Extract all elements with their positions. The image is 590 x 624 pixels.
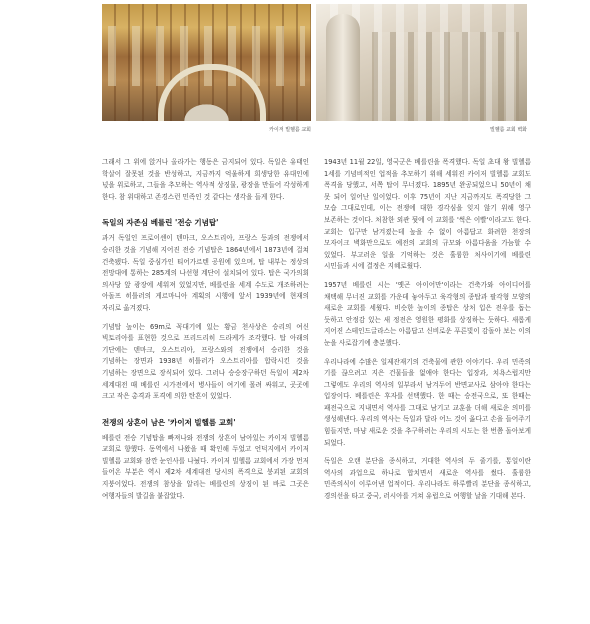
paragraph: 그래서 그 위에 앉거나 올라가는 행동은 금지되어 있다. 독일은 유태인 학살이 잘못된 것을 반성하고, 지금까지 억울하게 희생당한 유대인에 넋을 위로하고, 그들을 추모하는 역사적 상징물, 광장을 만들어 각성하게 한다. 참 위대하고 존경스런 민족인 것 같다는 생각을 들게 한다. xyxy=(102,158,309,201)
left-text-column xyxy=(102,157,309,509)
paragraph: 1943년 11월 22일, 영국군은 베를린을 폭격했다. 독일 초대 왕 빌헬름 1세를 기념비적인 업적을 추모하기 위해 세워진 카이저 빌헬름 교회도 폭격을 당했고, 서쪽 탑이 무너졌다. 1895년 완공되었으니 50년이 채 못 되어 일어난 일이었다. 이후 75년이 지난 지금까지도 폭격당한 그 모습 그대로인데, 이는 전쟁에 대한 경각심을 잊지 않기 위해 영구 보존하는 것이다. 처참한 외관 뒷에 이 교회를 '썩은 이빨'이라고도 한다. 교회는 입구만 남겨졌는데 높을 수 없이 아름답고 화려한 천장의 모자이크 벽화만으로도 예전의 교회의 규모와 아름다움을 가늠할 수 있었다. 부고러운 일을 기억하는 것은 훌륭한 처사이기에 베를린 시민들과 시에 결정은 지혜로웠다. xyxy=(324,158,531,271)
section-heading-kaiser-wilhelm-church: 전쟁의 상흔이 남은 '카이저 빌헬름 교회' xyxy=(102,417,236,427)
paragraph: 과거 독일인 프로이센이 덴마크, 오스트리아, 프랑스 등과의 전쟁에서 승리한 것을 기념해 지어진 전승 기념탑은 1864년에서 1873년에 걸쳐 건축됐다. 독일 중심가인 티어가르텐 공원에 있으며, 탑 내부는 정상의 전망대에 통하는 285계의 나선형 계단이 설치되어 있다. 탑은 국가의회 의사당 앞 광장에 세워져 있었지만, 베를린을 세계 수도로 개조하려는 아돌프 히틀러의 게르마니아 계획의 시행에 앞서 1939년에 현재의 자리로 옮겨졌다. xyxy=(102,234,309,312)
wilhelm-church-relief-photo xyxy=(316,4,527,121)
relief-figures xyxy=(372,32,519,121)
section-heading-victory-column: 독일의 자존심 베를린 '전승 기념탑' xyxy=(102,218,219,228)
paragraph: 기념탑 높이는 69m로 꼭대기에 있는 황금 천사상은 승리의 여신 빅토리아를 표현한 것으로 프리드리히 드라케가 조각했다. 탑 아래의 기단에는 덴마크, 오스트리아, 프랑스와의 전쟁에서 승리한 것을 기념하는 장면과 1938년 히틀러가 오스트리아를 합락시킨 것을 기념하는 장면으로 장식되어 있다. 그러나 승승장구하던 독일이 제2차 세계대전 때 베를린 시가전에서 병사들이 여기에 몰려 싸워고, 곳곳에 크고 작은 총격과 포격에 의한 탄흔이 있었다. xyxy=(102,322,309,401)
paragraph: 베를린 전승 기념탑을 빠져나와 전쟁의 상흔이 남아있는 카이저 빌헬름 교회로 향했다. 동역에서 나왔을 때 확인해 두었고 언덕지에서 카이저 빌헬름 교회와 잠깐 눈인사를 나눴다. 카이저 빌헬름 교회에서 가장 먼저 들어온 부분은 역시 제2차 세계대전 당시의 폭격으로 붕괴된 교회의 지붕이었다. 전쟁의 참상을 알리는 베를린의 상징이 된 바로 그곳은 여행자들의 발길을 붙잡았다. xyxy=(102,433,309,500)
right-photo-caption: 빌헬름 교회 벽화 xyxy=(490,127,527,133)
relief-statue xyxy=(326,14,360,121)
paragraph: 독일은 오랜 분단을 종식하고, 거대한 역사의 두 줄기를, 통일이란 역사의 과업으로 하나로 합치면서 새로운 역사를 썼다. 훌륭한 민족의식이 이루어낸 업적이다. 우리나라도 하루빨리 분단을 종식하고, 경의선을 타고 중국, 러시아를 거쳐 유럽으로 여행할 날을 기대해 본다. xyxy=(324,457,531,501)
paragraph: 우리나라에 수많은 일제잔재기의 건축물에 관한 이야기다. 우리 민족의 기를 끊으려고 지은 건물들을 없애야 한다는 입장과, 치욕스럽지만 그렇에도 우리의 역사의 일부라서 남겨두어 반면교사로 삼아야 한다는 입장이다. 베를린은 후자를 선택했다. 한 때는 승전국으로, 또 한때는 패전국으로 지내면서 역사를 그대로 남기고 교훈을 더해 새로운 의미를 생성해낸다. 우리의 역사는 독일과 달라 어느 것이 옳다고 손을 들어주기 힘들지만, 마냥 새로운 것을 추구하려는 우리의 시도는 한 번쯤 돌아보게 되었다. xyxy=(324,357,531,447)
kaiser-wilhelm-church-mosaic-photo xyxy=(102,4,311,121)
paragraph: 1957년 베를린 시는 '옛곤 아이어만'이라는 건축가와 아이디어를 채택해 무너진 교회를 가운데 놓아두고 육각형의 종탑과 팔각형 모양의 새로운 교회를 세웠다. 비슷한 높이의 종탑은 상처 입은 전우를 돕는 듯하고 안정감 있는 새 정전은 영원한 평화를 상징하는 듯하다. 새롭게 지어진 스테인드글라스는 아름답고 신비로운 푸른빛이 감돌아 보는 이의 눈을 사로잡기에 충분했다. xyxy=(324,280,531,347)
left-photo-caption: 카이저 빌헬름 교회 xyxy=(269,127,311,133)
right-text-column xyxy=(324,157,531,510)
